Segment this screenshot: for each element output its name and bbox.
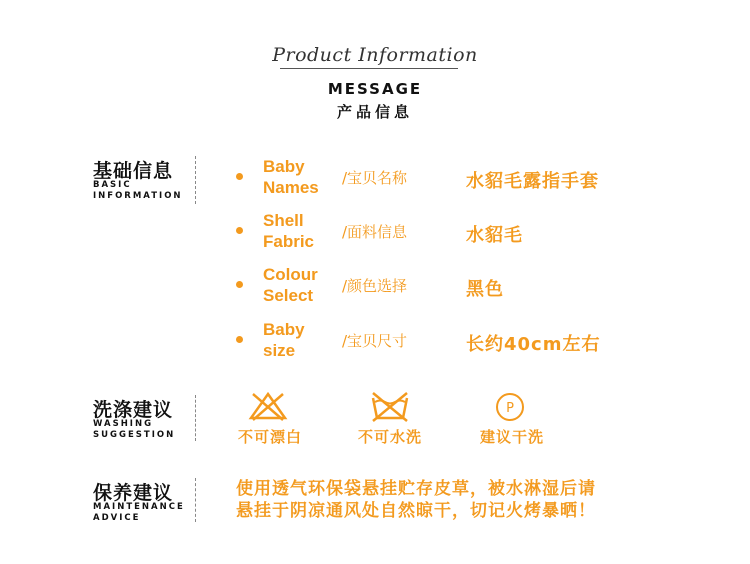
row-label-cn: /宝贝尺寸 xyxy=(342,332,408,350)
washing-section-subtitle-2: SUGGESTION xyxy=(93,430,176,440)
dry-clean-symbol: P xyxy=(506,401,514,416)
script-title: Product Information xyxy=(272,44,478,66)
row-label-en: Fabric xyxy=(263,232,315,251)
no-wash-label: 不可水洗 xyxy=(358,428,423,446)
no-bleach-label: 不可漂白 xyxy=(238,428,303,446)
basic-section-subtitle-1: BASIC xyxy=(93,180,132,190)
row-label-cn: /面料信息 xyxy=(342,223,408,241)
no-bleach-icon xyxy=(247,390,289,422)
washing-section-subtitle-1: WASHING xyxy=(93,419,154,429)
dry-clean-label: 建议干洗 xyxy=(480,428,545,446)
divider xyxy=(195,478,196,522)
divider xyxy=(195,156,196,204)
row-label-en: Baby xyxy=(263,320,305,339)
washing-section-title: 洗涤建议 xyxy=(93,399,174,421)
maintenance-section-subtitle-1: MAINTENANCE xyxy=(93,502,185,512)
maintenance-text-line-1: 使用透气环保袋悬挂贮存皮草，被水淋湿后请 xyxy=(236,479,596,499)
dry-clean-icon xyxy=(494,391,526,423)
row-label-cn: /颜色选择 xyxy=(342,277,408,295)
row-label-en: Select xyxy=(263,286,314,305)
row-label-en: Shell xyxy=(263,211,304,230)
row-label-en: size xyxy=(263,341,296,360)
title-underline xyxy=(280,68,458,69)
message-title-cn: 产品信息 xyxy=(336,103,413,121)
bullet-icon xyxy=(236,281,243,288)
row-value: 水貂毛露指手套 xyxy=(466,171,599,192)
row-label-cn: /宝贝名称 xyxy=(342,169,408,187)
divider xyxy=(195,395,196,441)
row-label-en: Baby xyxy=(263,157,305,176)
basic-section-title: 基础信息 xyxy=(93,160,174,182)
row-label-en: Names xyxy=(263,178,319,197)
message-title: MESSAGE xyxy=(327,80,423,98)
bullet-icon xyxy=(236,227,243,234)
row-value: 黑色 xyxy=(466,279,504,300)
maintenance-section-subtitle-2: ADVICE xyxy=(93,513,141,523)
row-value: 长约40cm左右 xyxy=(466,334,601,355)
basic-section-subtitle-2: INFORMATION xyxy=(93,191,183,201)
row-label-en: Colour xyxy=(263,265,318,284)
bullet-icon xyxy=(236,336,243,343)
maintenance-section-title: 保养建议 xyxy=(93,482,174,504)
maintenance-text-line-2: 悬挂于阴凉通风处自然晾干，切记火烤暴晒！ xyxy=(236,501,596,521)
row-value: 水貂毛 xyxy=(466,225,523,246)
no-wash-icon xyxy=(369,390,411,422)
bullet-icon xyxy=(236,173,243,180)
